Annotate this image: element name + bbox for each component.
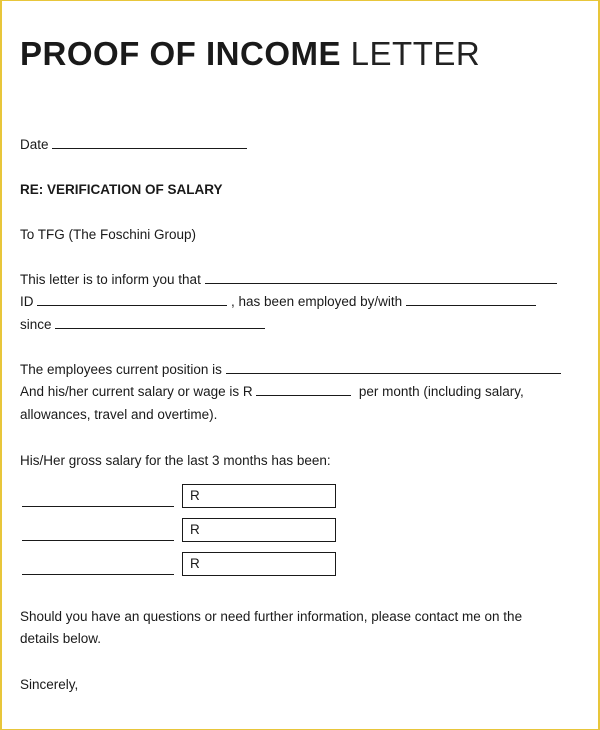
month-blank bbox=[22, 506, 174, 507]
closing-line-2: details below. bbox=[20, 631, 102, 646]
id-blank bbox=[37, 293, 227, 306]
closing-line-1: Should you have an questions or need further information, please contact me on the bbox=[20, 609, 523, 624]
position-line-3: allowances, travel and overtime). bbox=[20, 407, 218, 422]
document-title bbox=[20, 34, 480, 74]
gross-intro: His/Her gross salary for the last 3 months has been: bbox=[20, 453, 331, 468]
re-heading: RE: VERIFICATION OF SALARY bbox=[20, 182, 223, 197]
title-bold: PROOF OF INCOME bbox=[20, 35, 341, 72]
employed-by-text: , has been employed by/with bbox=[231, 294, 403, 309]
amount-box: R bbox=[182, 484, 336, 508]
employer-blank bbox=[406, 293, 536, 306]
amount-row bbox=[20, 484, 350, 510]
salary-blank bbox=[256, 383, 351, 396]
title-light: LETTER bbox=[350, 35, 481, 72]
month-blank bbox=[22, 574, 174, 575]
id-label: ID bbox=[20, 294, 34, 309]
amount-box: R bbox=[182, 518, 336, 542]
since-blank bbox=[55, 316, 265, 329]
amount-row bbox=[20, 552, 350, 578]
sign-off: Sincerely, bbox=[20, 677, 79, 692]
salary-text: And his/her current salary or wage is R bbox=[20, 384, 253, 399]
inform-line-3 bbox=[20, 316, 265, 334]
date-line bbox=[20, 136, 247, 154]
position-line-2 bbox=[20, 383, 524, 401]
inform-line-1-text: This letter is to inform you that bbox=[20, 272, 201, 287]
inform-line-2 bbox=[20, 293, 536, 311]
month-blank bbox=[22, 540, 174, 541]
to-line: To TFG (The Foschini Group) bbox=[20, 227, 197, 242]
position-line-1 bbox=[20, 361, 561, 379]
amount-box: R bbox=[182, 552, 336, 576]
date-blank bbox=[52, 136, 247, 149]
position-blank bbox=[226, 361, 561, 374]
amount-row bbox=[20, 518, 350, 544]
inform-line-1 bbox=[20, 271, 557, 289]
since-label: since bbox=[20, 317, 52, 332]
date-label: Date bbox=[20, 137, 49, 152]
per-month-text: per month (including salary, bbox=[358, 384, 524, 399]
position-text: The employees current position is bbox=[20, 362, 222, 377]
employee-name-blank bbox=[205, 271, 557, 284]
